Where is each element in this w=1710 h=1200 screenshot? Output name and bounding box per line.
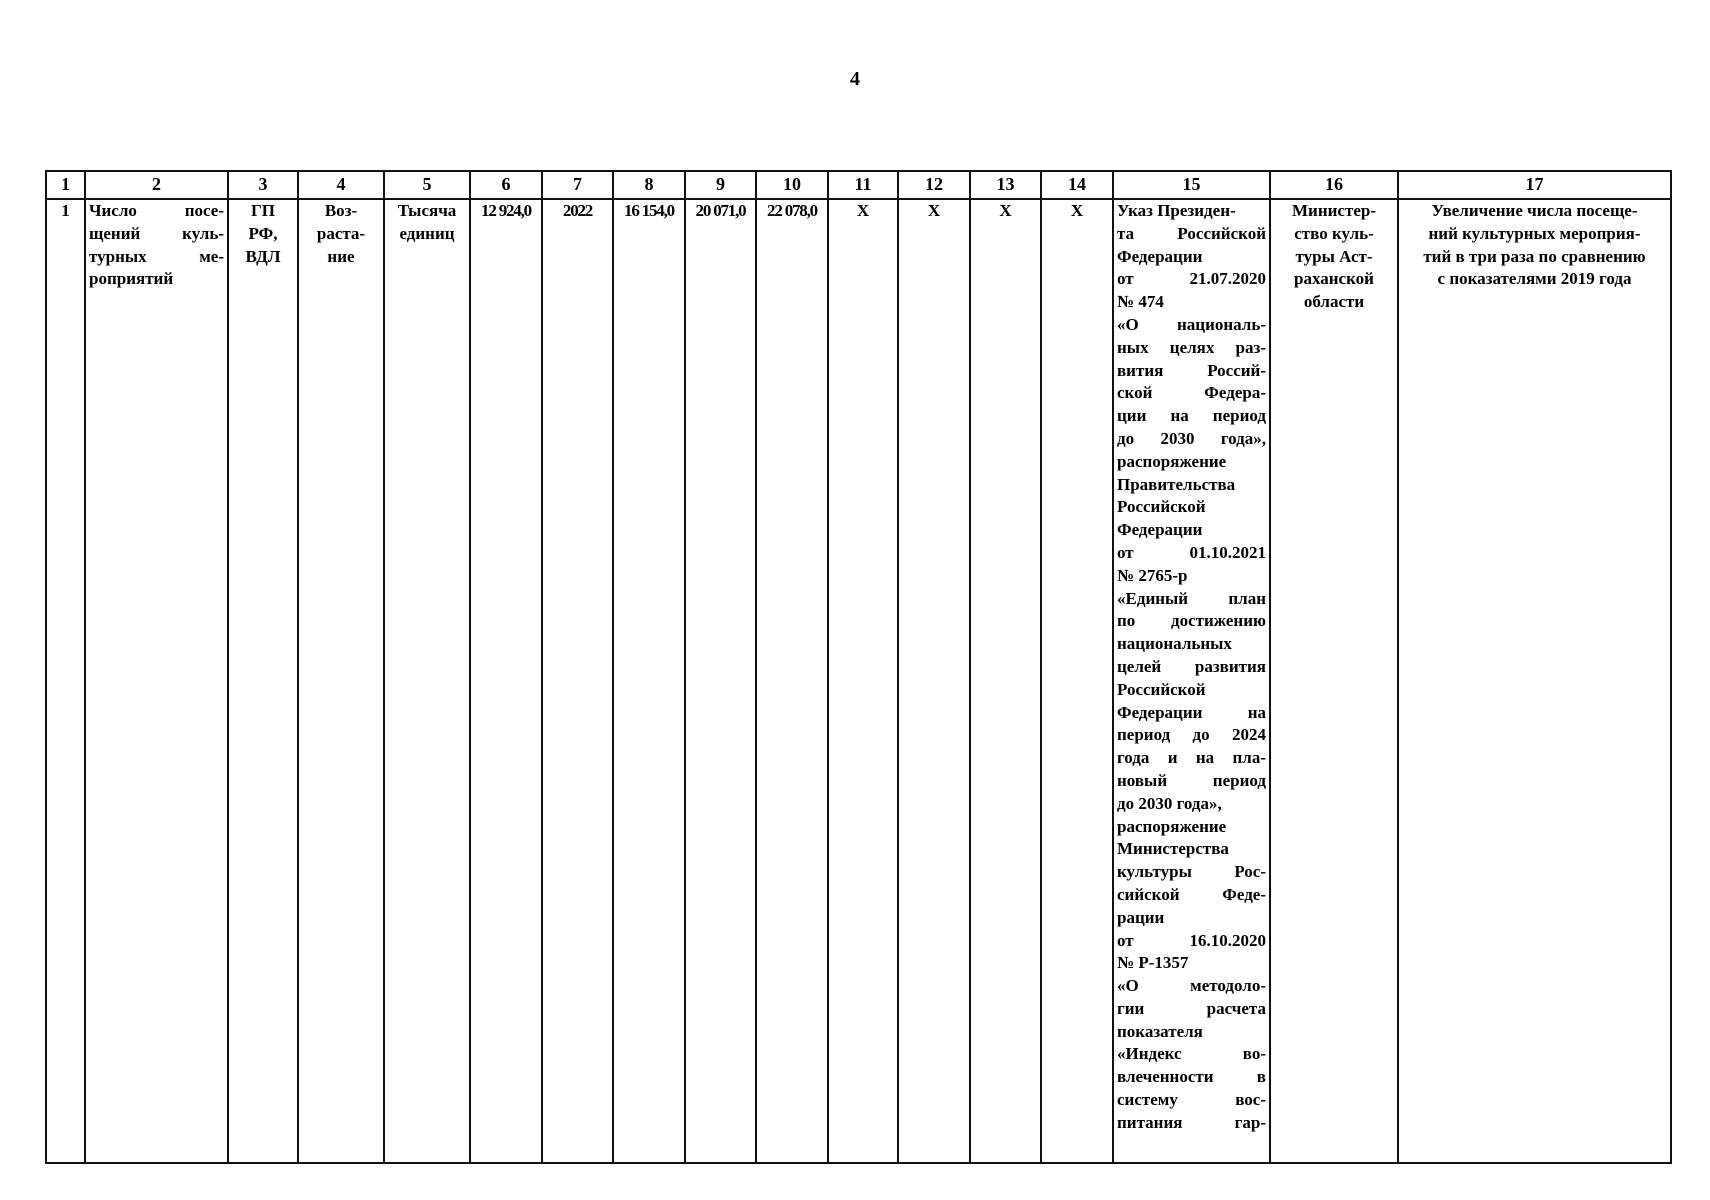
indicator-name-cell	[85, 199, 228, 1163]
indicator-name-line: турных ме-	[89, 246, 224, 266]
documents-cell	[1113, 199, 1270, 1163]
documents-line: та Российской	[1117, 223, 1266, 243]
value-cell: 16 154,0	[613, 199, 685, 1163]
direction-line: Воз-	[324, 201, 358, 220]
documents-line: ской Федера-	[1117, 383, 1266, 403]
indicator-name-line: роприятий	[89, 269, 174, 289]
source-cell	[228, 199, 298, 1163]
documents-line: № 474	[1117, 292, 1164, 312]
note-line: Увеличение числа посеще-	[1431, 201, 1638, 220]
source-line: ВДЛ	[245, 246, 281, 266]
source-line: ГП	[250, 201, 276, 220]
documents-line: по достижению	[1117, 611, 1266, 631]
documents-line: целей развития	[1117, 656, 1266, 676]
direction-line: раста-	[316, 223, 366, 243]
header-cell: 5	[384, 171, 470, 199]
responsible-line: раханской	[1294, 269, 1374, 289]
table-row	[46, 199, 1671, 1163]
indicator-table	[45, 170, 1672, 1164]
header-cell: 15	[1113, 171, 1270, 199]
header-cell: 2	[85, 171, 228, 199]
header-cell: 1	[46, 171, 85, 199]
value-cell: X	[1041, 199, 1113, 1163]
documents-line: показателя	[1117, 1021, 1203, 1041]
documents-line: от 21.07.2020	[1117, 269, 1266, 289]
header-cell: 7	[542, 171, 613, 199]
documents-line: гии расчета	[1117, 998, 1266, 1018]
documents-line: от 01.10.2021	[1117, 542, 1266, 562]
direction-line: ние	[327, 246, 355, 266]
responsible-line: Министер-	[1292, 201, 1376, 220]
header-cell: 4	[298, 171, 384, 199]
column-number-row	[46, 171, 1671, 199]
source-line: РФ,	[248, 223, 278, 243]
documents-line: период до 2024	[1117, 725, 1266, 745]
documents-line: «Единый план	[1117, 588, 1266, 608]
documents-line: Министерства	[1117, 839, 1229, 859]
documents-line: «Индекс во-	[1117, 1044, 1266, 1064]
value-cell: 22 078,0	[756, 199, 828, 1163]
documents-line: «О методоло-	[1117, 976, 1266, 996]
documents-line: культуры Рос-	[1117, 862, 1266, 882]
note-line: ний культурных мероприя-	[1428, 223, 1641, 243]
documents-line: вития Россий-	[1117, 360, 1266, 380]
header-cell: 12	[898, 171, 970, 199]
documents-line: Федерации	[1117, 520, 1203, 540]
header-cell: 3	[228, 171, 298, 199]
responsible-line: области	[1303, 292, 1365, 312]
documents-line: № Р-1357	[1117, 953, 1189, 973]
responsible-line: ство куль-	[1294, 223, 1374, 243]
documents-line: рации	[1117, 907, 1165, 927]
documents-line: Российской	[1117, 679, 1206, 699]
documents-line: новый период	[1117, 770, 1266, 790]
documents-line: распоряжение	[1117, 816, 1227, 836]
documents-line: от 16.10.2020	[1117, 930, 1266, 950]
unit-cell	[384, 199, 470, 1163]
base-year-cell: 2022	[542, 199, 613, 1163]
header-cell: 14	[1041, 171, 1113, 199]
documents-line: ных целях раз-	[1117, 337, 1266, 357]
header-cell: 9	[685, 171, 756, 199]
documents-line: сийской Феде-	[1117, 884, 1266, 904]
responsible-line: туры Аст-	[1295, 246, 1373, 266]
header-cell: 10	[756, 171, 828, 199]
header-cell: 6	[470, 171, 542, 199]
documents-line: до 2030 года»,	[1117, 428, 1266, 448]
value-cell: 20 071,0	[685, 199, 756, 1163]
note-line: тий в три раза по сравнению	[1423, 246, 1646, 266]
documents-line: № 2765-р	[1117, 565, 1188, 585]
header-cell: 17	[1398, 171, 1671, 199]
header-cell: 8	[613, 171, 685, 199]
header-cell: 11	[828, 171, 898, 199]
value-cell: X	[828, 199, 898, 1163]
documents-line: Правительства	[1117, 474, 1236, 494]
documents-line: года и на пла-	[1117, 748, 1266, 768]
note-line: с показателями 2019 года	[1437, 269, 1632, 289]
indicator-name-line: Число посе-	[89, 201, 224, 220]
documents-line: Федерации	[1117, 246, 1203, 266]
documents-line: распоряжение	[1117, 451, 1227, 471]
documents-line: национальных	[1117, 634, 1232, 654]
documents-line: влеченности в	[1117, 1067, 1266, 1087]
documents-line: систему вос-	[1117, 1090, 1266, 1110]
documents-line: Федерации на	[1117, 702, 1266, 722]
note-cell	[1398, 199, 1671, 1163]
unit-line: Тысяча	[397, 201, 457, 220]
documents-line: Российской	[1117, 497, 1206, 517]
value-cell: X	[970, 199, 1041, 1163]
unit-line: единиц	[399, 223, 455, 243]
documents-line: питания гар-	[1117, 1112, 1266, 1132]
documents-line: «О националь-	[1117, 314, 1266, 334]
responsible-cell	[1270, 199, 1398, 1163]
direction-cell	[298, 199, 384, 1163]
header-cell: 13	[970, 171, 1041, 199]
page-number: 4	[850, 68, 860, 90]
value-cell: X	[898, 199, 970, 1163]
header-cell: 16	[1270, 171, 1398, 199]
documents-line: до 2030 года»,	[1117, 793, 1222, 813]
base-value-cell: 12 924,0	[470, 199, 542, 1163]
documents-line: Указ Президен-	[1117, 201, 1236, 220]
indicator-name-line: щений куль-	[89, 223, 224, 243]
row-number-cell: 1	[46, 199, 85, 1163]
documents-line: ции на период	[1117, 406, 1266, 426]
